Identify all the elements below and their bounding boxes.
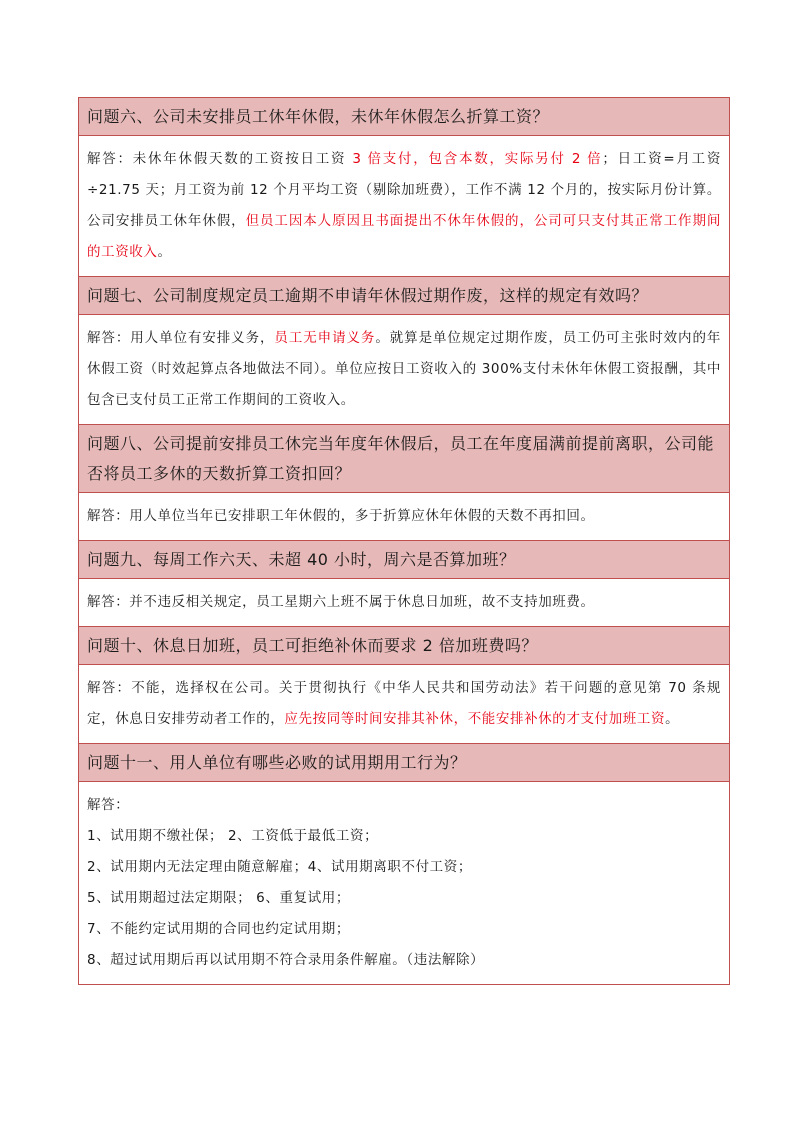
answer-11-line-3: 5、试用期超过法定期限； 6、重复试用； [87, 890, 350, 906]
answer-7-seg-2: 。就算是单位规定过期作废，员工仍可主张时效内的年休假工资（时效起算点各地做法不同）。单位应按日工资收入的 300%支付未休年休假工资报酬，其中包含已支付员工正常工作期间的工资收入。 [87, 330, 721, 408]
answer-7 [79, 314, 729, 424]
question-7: 问题七、公司制度规定员工逾期不申请年休假过期作废，这样的规定有效吗？ [79, 276, 729, 314]
answer-6-seg-2: ；日工资=月工资÷21.75 天；月工资为前 12 个月平均工资（剔除加班费），工作不满 12 个月的，按实际月份计算。公司安排员工休年休假， [87, 151, 721, 229]
answer-11-line-5: 8、超过试用期后再以试用期不符合录用条件解雇。（违法解除） [87, 952, 485, 968]
answer-8 [79, 492, 729, 540]
answer-9-seg-0: 解答：并不违反相关规定，员工星期六上班不属于休息日加班，故不支持加班费。 [87, 594, 595, 610]
question-10: 问题十、休息日加班，员工可拒绝补休而要求 2 倍加班费吗？ [79, 626, 729, 664]
question-8: 问题八、公司提前安排员工休完当年度年休假后，员工在年度届满前提前离职，公司能否将员工多休的天数折算工资扣回？ [79, 424, 729, 492]
answer-6-seg-4: 。 [157, 244, 172, 260]
answer-7-seg-0: 解答：用人单位有安排义务， [87, 330, 275, 346]
answer-6-seg-3: 但员工因本人原因且书面提出不休年休假的，公司可只支付其正常工作期间的工资收入 [87, 213, 721, 260]
answer-6-seg-1: 3 倍支付，包含本数，实际另付 2 倍 [352, 151, 603, 167]
question-9: 问题九、每周工作六天、未超 40 小时，周六是否算加班？ [79, 540, 729, 578]
answer-11-line-1: 1、试用期不缴社保； 2、工资低于最低工资； [87, 828, 379, 844]
answer-11-line-0: 解答： [87, 797, 130, 813]
qa-table [78, 97, 730, 985]
question-11: 问题十一、用人单位有哪些必败的试用期用工行为？ [79, 743, 729, 781]
answer-6 [79, 135, 729, 276]
question-6: 问题六、公司未安排员工休年休假，未休年休假怎么折算工资？ [79, 98, 729, 135]
answer-11-line-4: 7、不能约定试用期的合同也约定试用期； [87, 921, 350, 937]
answer-8-seg-0: 解答：用人单位当年已安排职工年休假的，多于折算应休年休假的天数不再扣回。 [87, 508, 595, 524]
answer-11-line-2: 2、试用期内无法定理由随意解雇；4、试用期离职不付工资； [87, 859, 472, 875]
answer-9 [79, 578, 729, 626]
answer-10 [79, 664, 729, 743]
answer-10-seg-0: 解答：不能，选择权在公司。关于贯彻执行《中华人民共和国劳动法》若干问题的意见第 70 条规定，休息日安排劳动者工作的， [87, 680, 721, 727]
answer-6-seg-0: 解答：未休年休假天数的工资按日工资 [87, 151, 353, 167]
answer-10-seg-2: 。 [665, 711, 680, 727]
answer-10-seg-1: 应先按同等时间安排其补休，不能安排补休的才支付加班工资 [284, 711, 666, 727]
answer-7-seg-1: 员工无申请义务 [274, 330, 376, 346]
answer-11 [79, 781, 729, 984]
